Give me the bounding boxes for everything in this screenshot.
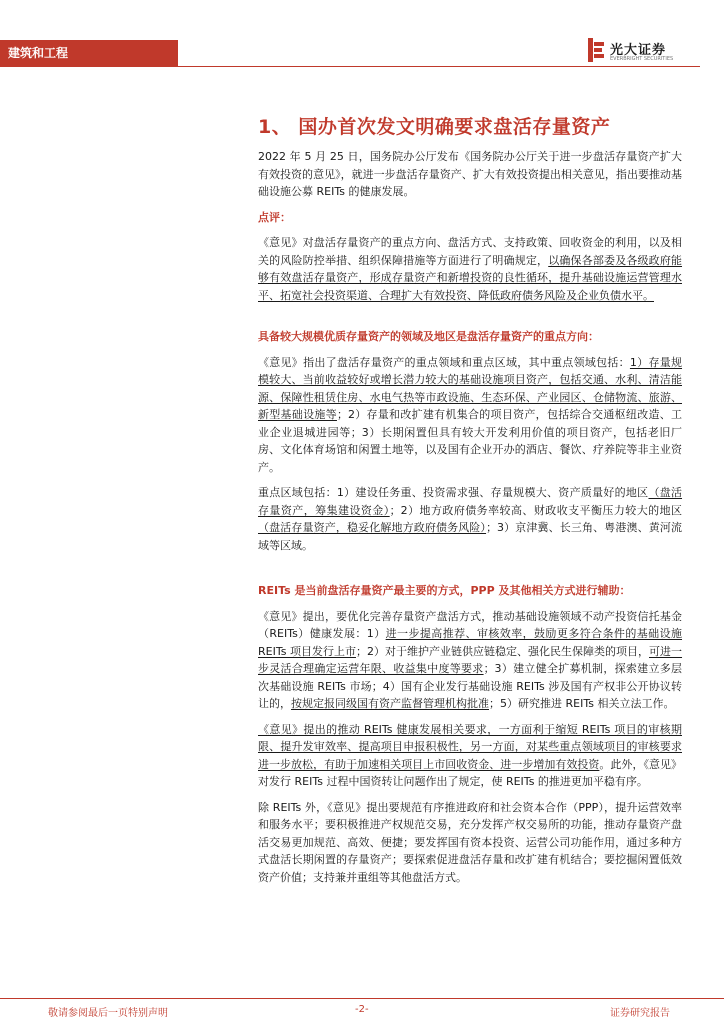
- reits-highlight-3: 按规定报同级国有资产监督管理机构批准: [291, 697, 489, 710]
- reits-impact-paragraph: [258, 721, 682, 791]
- reits-highlight-2: 可进一步灵活合理确定运营年限、收益集中度等要求: [258, 644, 683, 675]
- header-category: 建筑和工程: [8, 46, 69, 60]
- comment-paragraph: [258, 234, 682, 304]
- footer-disclaimer: 敬请参阅最后一页特别声明: [48, 1008, 168, 1019]
- header-divider: [0, 66, 700, 67]
- key-direction-heading: 具备较大规模优质存量资产的领域及地区是盘活存量资产的重点方向：: [258, 330, 599, 343]
- intro-paragraph: 2022 年 5 月 25 日，国务院办公厅发布《国务院办公厅关于进一步盘活存量资产扩大有效投资的意见》，就进一步盘活存量资产、扩大有效投资提出相关意见，指出要推动基础设施公募 REITs 的健康发展。: [258, 150, 682, 198]
- key-regions-rest: ；3）京津冀、长三角、粤港澳、黄河流域等区域。: [258, 521, 683, 552]
- key-fields-intro: 《意见》指出了盘活存量资产的重点领域和重点区域，其中重点领域包括：: [258, 355, 630, 369]
- section-title: 1、 国办首次发文明确要求盘活存量资产: [258, 116, 611, 138]
- brand-mark-icon: [588, 38, 604, 62]
- reits-rest: ；5）研究推进 REITs 相关立法工作。: [489, 697, 675, 710]
- reits-mid-2: ；3）建立健全扩募机制，探索建立多层次基础设施 REITs 市场；4）国有企业发行基础设施 REITs 涉及国有产权非公开协议转让的，: [258, 662, 683, 710]
- key-fields-highlight: 1）存量规模较大、当前收益较好或增长潜力较大的基础设施项目资产，包括交通、水利、清洁能源、保障性租赁住房、水电气热等市政设施、生态环保、产业园区、仓储物流、旅游、新型基础设施等: [258, 355, 683, 421]
- body-content: [258, 148, 682, 894]
- key-regions-intro: 重点区域包括：1）建设任务重、投资需求强、存量规模大、资产质量好的地区: [258, 486, 649, 499]
- page-number: -2-: [355, 1004, 369, 1015]
- reits-mid-1: ；2）对于维护产业链供应链稳定、强化民生保障类的项目，: [355, 644, 650, 658]
- reits-impact-rest: 。此外，《意见》对发行 REITs 过程中国资转让问题作出了规定，使 REITs 的推进更加平稳有序。: [258, 757, 682, 788]
- key-fields-rest: ；2）存量和改扩建有机集合的项目资产，包括综合交通枢纽改造、工业企业退城进园等；3）长期闲置但具有较大开发利用价值的项目资产，包括老旧厂房、文化体育场馆和闲置土地等，以及国有企业开办的酒店、餐饮、疗养院等非主业资产。: [258, 408, 683, 474]
- key-regions-mid: ；2）地方政府债务率较高、财政收支平衡压力较大的地区: [389, 503, 683, 517]
- reits-highlight-1: 进一步提高推荐、审核效率，鼓励更多符合条件的基础设施 REITs 项目发行上市: [258, 627, 683, 658]
- reits-heading: REITs 是当前盘活存量资产最主要的方式，PPP 及其他相关方式进行辅助：: [258, 584, 631, 597]
- reits-intro: 《意见》提出，要优化完善存量资产盘活方式，推动基础设施领域不动产投资信托基金（REITs）健康发展：1）: [258, 609, 682, 640]
- comment-highlight: 以确保各部委及各级政府能够有效盘活存量资产，形成存量资产和新增投资的良性循环，提升基础设施运营管理水平、拓宽社会投资渠道、合理扩大有效投资、降低政府债务风险及企业负债水平。: [258, 253, 683, 302]
- footer-report-type: 证券研究报告: [610, 1008, 670, 1019]
- key-regions-paragraph: [258, 484, 682, 554]
- comment-text: 《意见》对盘活存量资产的重点方向、盘活方式、支持政策、回收资金的利用，以及相关的风险防控举措、组织保障措施等方面进行了明确规定，: [258, 236, 682, 267]
- footer-divider: [0, 998, 724, 999]
- comment-label: 点评：: [258, 210, 291, 224]
- brand-subtitle: EVERBRIGHT SECURITIES: [610, 56, 674, 62]
- brand-name: 光大证券: [610, 43, 667, 58]
- key-fields-paragraph: [258, 354, 682, 477]
- key-regions-note-2: （盘活存量资产，稳妥化解地方政府债务风险）: [258, 521, 487, 534]
- reits-impact-highlight: 《意见》提出的推动 REITs 健康发展相关要求，一方面利于缩短 REITs 项目的审核期限、提升发审效率、提高项目申报积极性，另一方面，对某些重点领域项目的审核要求进一步放松，有助于加速相关项目上市回收资金、进一步增加有效投资: [258, 722, 682, 771]
- header-category-bar: [0, 40, 178, 66]
- brand-logo: [588, 36, 708, 64]
- key-regions-note-1: （盘活存量资产，筹集建设资金）: [258, 486, 683, 517]
- reits-paragraph: [258, 608, 682, 713]
- other-methods-paragraph: 除 REITs 外，《意见》提出要规范有序推进政府和社会资本合作（PPP），提升运营效率和服务水平；要积极推进产权规范交易，充分发挥产权交易所的功能，推动存量资产盘活交易更加规范、高效、便捷；要发挥国有资本投资、运营公司功能作用，通过多种方式盘活长期闲置的存量资产；要探索促进盘活存量和改扩建有机结合；要挖掘闲置低效资产价值；支持兼并重组等其他盘活方式。: [258, 800, 682, 884]
